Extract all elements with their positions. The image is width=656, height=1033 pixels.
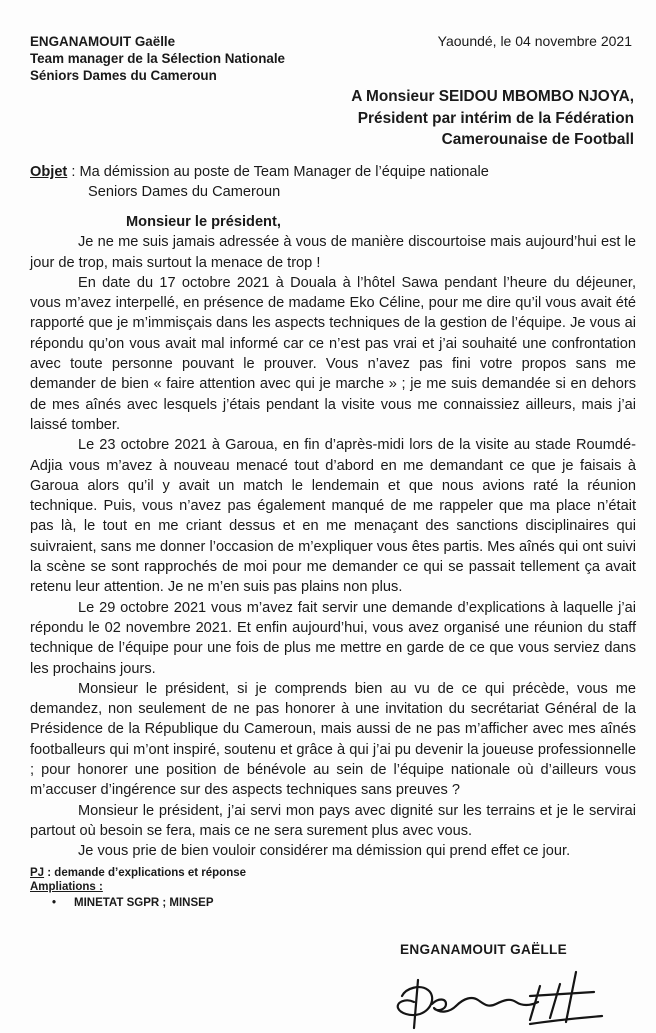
paragraph: Le 23 octobre 2021 à Garoua, en fin d’après-midi lors de la visite au stade Roumdé-Adjia vous m’avez à nouveau menacé tout d’abord en me demandant ce que je faisais à Garoua alors qu’il y avait un match le lendemain et que nous avions raté la réunion technique. Puis, vous n’avez pas également manqué de me rappeler que ma place n’était pas là, le tout en me criant dessus et en me menaçant des sanctions disciplinaires qui suivraient, sans me donner l’occasion de m’expliquer vous êtes partis. Mes aînés qui ont suivi la scène se sont rapprochés de moi pour me demander ce qui se passait tellement ça avait retenu leur attention. Je ne m’en suis pas plains non plus. <box>30 437 636 596</box>
recipient-line3: Camerounaise de Football <box>441 131 634 148</box>
ampliation-item: MINETAT SGPR ; MINSEP <box>74 897 214 909</box>
paragraph: Je vous prie de bien vouloir considérer ma démission qui prend effet ce jour. <box>78 843 571 860</box>
subject-separator: : <box>67 164 80 180</box>
subject-block <box>30 162 630 202</box>
paragraph: Le 29 octobre 2021 vous m’avez fait servir une demande d’explications à laquelle j’ai répondu le 02 novembre 2021. Et enfin aujourd’hui, vous avez organisé une réunion du staff technique de l’équipe pour une fois de plus me mettre en garde de ce que vous serviez dans les prochains jours. <box>30 599 636 677</box>
paragraph: Monsieur le président, si je comprends bien au vu de ce qui précède, vous me demandez, non seulement de ne pas honorer à une invitation du secrétariat Général de la Présidence de la République du Cameroun, mais aussi de ne pas m’afficher avec mes aînés footballeurs qui m’ont inspiré, soutenu et grâce à qui j’ai pu devenir la joueuse professionnelle ; pour honorer une position de bénévole au sein de l’équipe nationale où d’ailleurs vous m’accuser d’ingérence sur des aspects techniques sans preuves ? <box>30 680 636 799</box>
sender-title-line2: Séniors Dames du Cameroun <box>30 68 217 83</box>
subject-label: Objet <box>30 164 68 180</box>
sender-block <box>30 33 285 84</box>
enclosures-block <box>30 866 246 894</box>
letter-date: Yaoundé, le 04 novembre 2021 <box>437 33 632 49</box>
recipient-line1: A Monsieur SEIDOU MBOMBO NJOYA, <box>351 88 634 105</box>
bullet-icon: • <box>52 897 57 909</box>
subject-line2: Seniors Dames du Cameroun <box>88 184 281 200</box>
enclosure-label: PJ <box>30 867 45 879</box>
list-item <box>52 896 214 910</box>
paragraph: Monsieur le président, j’ai servi mon pays avec dignité sur les terrains et je le servirai partout où besoin se fera, mais ce ne sera surement plus avec vous. <box>30 802 636 839</box>
recipient-block <box>351 86 634 151</box>
letter-body <box>30 212 636 862</box>
sender-name: ENGANAMOUIT Gaëlle <box>30 34 176 49</box>
sender-title-line1: Team manager de la Sélection Nationale <box>30 51 286 66</box>
enclosure-text: : demande d’explications et réponse <box>44 867 247 879</box>
signatory-name: ENGANAMOUIT GAËLLE <box>400 942 568 957</box>
salutation: Monsieur le président, <box>126 214 281 230</box>
ampliations-list <box>52 896 214 910</box>
handwritten-signature <box>380 958 620 1033</box>
paragraph: En date du 17 octobre 2021 à Douala à l’hôtel Sawa pendant l’heure du déjeuner, vous m’avez interpellé, en présence de madame Eko Céline, pour me dire qu’il vous avait été rapporté que je m’immisçais dans les aspects techniques de la gestion de l’équipe. Je vous ai répondu qu’on vous avait mal informé car ce n’est pas vrai et j’ai souhaité une confrontation avec toute personne pouvant le prouver. Vous n’avez pas fini votre propos sans me demander de bien « faire attention avec qui je marche » ; je me suis demandée si en dehors de mes aînés avec lesquels j’étais pendant la visite vous me connaissiez ailleurs, mais j’ai laissé tomber. <box>30 274 636 433</box>
ampliations-label: Ampliations : <box>30 881 103 893</box>
subject-line1: Ma démission au poste de Team Manager de l’équipe nationale <box>79 164 489 180</box>
paragraph: Je ne me suis jamais adressée à vous de manière discourtoise mais aujourd’hui est le jour de trop, mais surtout la menace de trop ! <box>30 234 636 271</box>
recipient-line2: Président par intérim de la Fédération <box>357 109 634 127</box>
